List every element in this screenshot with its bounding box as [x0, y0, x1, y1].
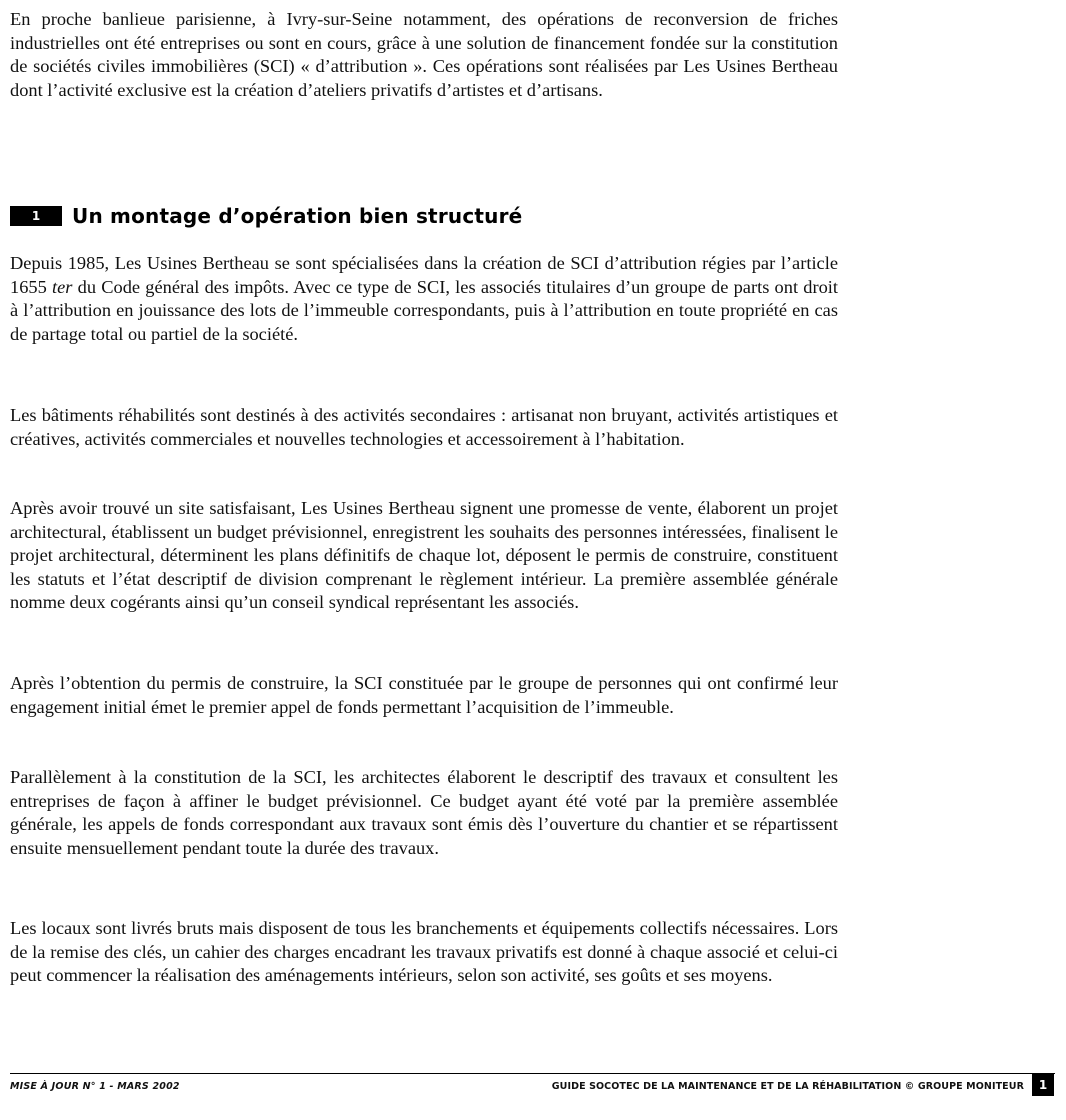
- intro-paragraph: En proche banlieue parisienne, à Ivry-sur-Seine notamment, des opérations de reconversion de friches industrielles ont été entreprises ou sont en cours, grâce à une solution de financement fondée sur la constitution de sociétés civiles immobilières (SCI) « d’attribution ». Ces opérations sont réalisées par Les Usines Bertheau dont l’activité exclusive est la création d’ateliers privatifs d’artistes et d’artisans.: [10, 9, 838, 100]
- italic-term: ter: [52, 276, 73, 297]
- paragraph-locaux: Les locaux sont livrés bruts mais disposent de tous les branchements et équipements collectifs nécessaires. Lors de la remise des clés, un cahier des charges encadrant les travaux privatifs est donné à chaque associé et celui-ci peut commencer la réalisation des aménagements intérieurs, selon son activité, ses goûts et ses moyens.: [10, 918, 838, 986]
- section-heading: [10, 204, 522, 228]
- paragraph-sci-attribution: [10, 252, 838, 346]
- paragraph-text: Depuis 1985, Les Usines Bertheau se sont spécialisées dans la création de SCI d’attribution régies par l’article 1655: [10, 253, 838, 297]
- paragraph-text: du Code général des impôts. Avec ce type de SCI, les associés titulaires d’un groupe de parts ont droit à l’attribution en jouissance des lots de l’immeuble correspondants, puis à l’attribution en toute propriété en cas de partage total ou partiel de la société.: [10, 276, 838, 344]
- paragraph-permis: Après l’obtention du permis de construire, la SCI constituée par le groupe de personnes qui ont confirmé leur engagement initial émet le premier appel de fonds permettant l’acquisition de l’immeuble.: [10, 673, 838, 717]
- paragraph-batiments: Les bâtiments réhabilités sont destinés à des activités secondaires : artisanat non bruyant, activités artistiques et créatives, activités commerciales et nouvelles technologies et accessoirement à l’habitation.: [10, 405, 838, 449]
- footer-publication: GUIDE SOCOTEC DE LA MAINTENANCE ET DE LA RÉHABILITATION © GROUPE MONITEUR: [551, 1081, 1024, 1092]
- section-number: 1: [10, 206, 62, 226]
- footer-divider: [10, 1073, 1055, 1074]
- page-number: 1: [1032, 1074, 1054, 1096]
- paragraph-procedure: Après avoir trouvé un site satisfaisant, Les Usines Bertheau signent une promesse de vente, élaborent un projet architectural, établissent un budget prévisionnel, enregistrent les souhaits des personnes intéressées, finalisent le projet architectural, déterminent les plans définitifs de chaque lot, déposent le permis de construire, constituent les statuts et l’état descriptif de division comprenant le règlement intérieur. La première assemblée générale nomme deux cogérants ainsi qu’un conseil syndical représentant les associés.: [10, 498, 838, 613]
- section-title: Un montage d’opération bien structuré: [72, 204, 523, 228]
- footer-edition: MISE À JOUR N° 1 - MARS 2002: [10, 1081, 180, 1092]
- paragraph-travaux: Parallèlement à la constitution de la SCI, les architectes élaborent le descriptif des travaux et consultent les entreprises de façon à affiner le budget prévisionnel. Ce budget ayant été voté par la première assemblée générale, les appels de fonds correspondant aux travaux sont émis dès l’ouverture du chantier et se répartissent ensuite mensuellement pendant toute la durée des travaux.: [10, 767, 838, 858]
